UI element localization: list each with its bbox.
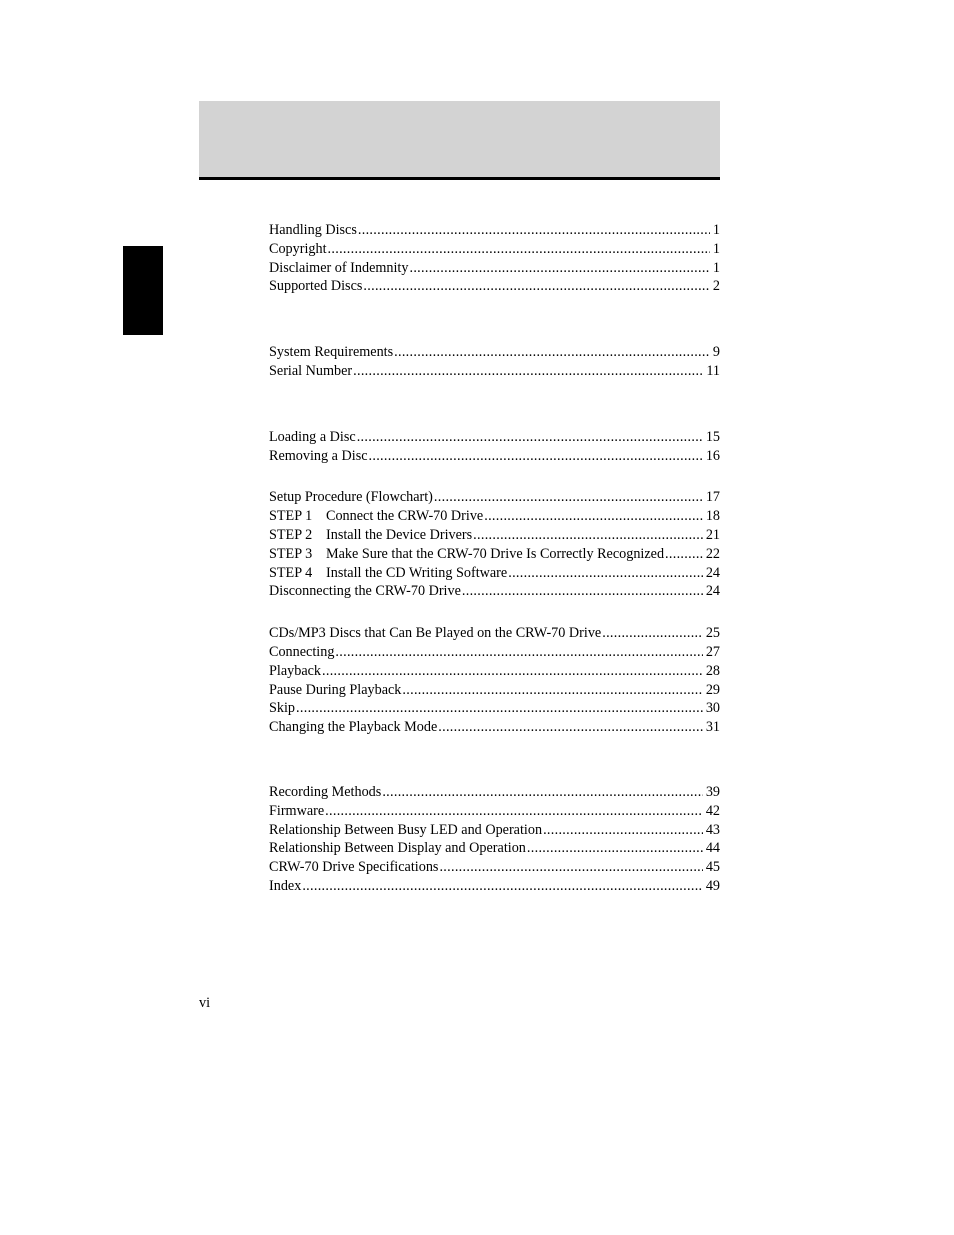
- toc-dot-leader: [394, 343, 710, 362]
- toc-entry-title: Pause During Playback: [269, 681, 402, 698]
- toc-entry-title: System Requirements: [269, 344, 394, 361]
- toc-dot-leader: [439, 858, 702, 877]
- toc-entry[interactable]: [269, 839, 720, 858]
- toc-entry[interactable]: [269, 643, 720, 662]
- toc-entry[interactable]: [269, 699, 720, 718]
- toc-entry[interactable]: [269, 858, 720, 877]
- toc-entry-page: 17: [705, 489, 720, 506]
- toc-entry-title: Handling Discs: [269, 222, 357, 238]
- toc-entry-page: 1: [712, 259, 720, 276]
- toc-dot-leader: [602, 624, 703, 643]
- toc-entry-title: [269, 545, 665, 564]
- toc-entry[interactable]: [269, 783, 720, 802]
- toc-dot-leader: [508, 564, 703, 583]
- toc-entry-page: 42: [705, 802, 720, 819]
- toc-entry[interactable]: [269, 877, 720, 896]
- toc-entry-title: Firmware: [269, 802, 325, 819]
- toc-entry-page: 44: [705, 840, 720, 857]
- toc-entry[interactable]: [269, 507, 720, 526]
- toc-entry-page: 30: [705, 700, 720, 717]
- toc-step-title: Make Sure that the CRW-70 Drive Is Correctly Recognized: [326, 545, 665, 562]
- toc-step-title: Install the CD Writing Software: [326, 564, 508, 581]
- toc-entry[interactable]: [269, 681, 720, 700]
- toc-dot-leader: [527, 839, 703, 858]
- toc-entry[interactable]: [269, 277, 720, 296]
- toc-step-label: STEP 4: [269, 564, 313, 581]
- toc-entry-title: Setup Procedure (Flowchart): [269, 489, 433, 506]
- toc-entry-page: 45: [705, 859, 720, 876]
- toc-entry-page: 9: [712, 344, 720, 361]
- header-rule: [199, 177, 720, 180]
- header-band: [199, 101, 720, 177]
- toc-group: [269, 488, 720, 601]
- toc-entry-title: Connecting: [269, 643, 335, 660]
- toc-entry-page: 49: [705, 877, 720, 894]
- toc-dot-leader: [363, 277, 710, 296]
- toc-group: [269, 343, 720, 381]
- table-of-contents: [269, 221, 720, 896]
- toc-entry-page: 1: [712, 240, 720, 257]
- toc-entry[interactable]: [269, 240, 720, 259]
- toc-entry[interactable]: [269, 802, 720, 821]
- toc-entry-title: Copyright: [269, 240, 327, 257]
- toc-entry-title: Relationship Between Display and Operation: [269, 840, 526, 857]
- toc-entry-title: Index: [269, 877, 302, 894]
- toc-entry-title: [269, 564, 508, 583]
- toc-entry-title: CRW-70 Drive Specifications: [269, 859, 439, 876]
- toc-group: [269, 624, 720, 737]
- chapter-side-tab: [123, 246, 163, 335]
- toc-entry[interactable]: [269, 488, 720, 507]
- toc-entry-title: Relationship Between Busy LED and Operation: [269, 821, 543, 838]
- toc-entry-page: 25: [705, 625, 720, 642]
- toc-dot-leader: [382, 783, 703, 802]
- toc-entry-title: Loading a Disc: [269, 428, 356, 445]
- toc-dot-leader: [358, 221, 710, 240]
- toc-entry-title: Disconnecting the CRW-70 Drive: [269, 583, 461, 600]
- toc-entry[interactable]: [269, 362, 720, 381]
- toc-entry-title: [269, 526, 473, 545]
- toc-entry[interactable]: [269, 545, 720, 564]
- toc-group: [269, 783, 720, 896]
- toc-entry[interactable]: [269, 259, 720, 278]
- toc-entry[interactable]: [269, 428, 720, 447]
- toc-dot-leader: [328, 240, 710, 259]
- toc-dot-leader: [665, 545, 703, 564]
- toc-entry-page: 1: [712, 222, 720, 238]
- toc-entry[interactable]: [269, 582, 720, 601]
- toc-entry-title: [269, 507, 484, 526]
- toc-entry[interactable]: [269, 526, 720, 545]
- toc-entry-page: 18: [705, 508, 720, 525]
- toc-entry[interactable]: [269, 821, 720, 840]
- toc-dot-leader: [335, 643, 702, 662]
- toc-entry[interactable]: [269, 624, 720, 643]
- toc-entry[interactable]: [269, 564, 720, 583]
- toc-entry-page: 2: [712, 278, 720, 295]
- toc-group: [269, 221, 720, 296]
- toc-entry-page: 39: [705, 783, 720, 800]
- toc-dot-leader: [473, 526, 703, 545]
- toc-step-label: STEP 2: [269, 526, 313, 543]
- toc-dot-leader: [322, 662, 703, 681]
- toc-step-label: STEP 3: [269, 545, 313, 562]
- toc-dot-leader: [357, 428, 703, 447]
- toc-entry[interactable]: [269, 662, 720, 681]
- toc-entry-page: 28: [705, 662, 720, 679]
- toc-dot-leader: [438, 718, 703, 737]
- toc-entry-title: Serial Number: [269, 362, 353, 379]
- toc-entry[interactable]: [269, 447, 720, 466]
- toc-group: [269, 428, 720, 466]
- toc-entry-page: 22: [705, 545, 720, 562]
- toc-dot-leader: [402, 681, 702, 700]
- toc-entry-title: CDs/MP3 Discs that Can Be Played on the CRW-70 Drive: [269, 625, 602, 642]
- toc-dot-leader: [302, 877, 703, 896]
- toc-entry[interactable]: [269, 718, 720, 737]
- toc-dot-leader: [409, 259, 709, 278]
- toc-entry-page: 15: [705, 428, 720, 445]
- toc-entry-title: Recording Methods: [269, 783, 382, 800]
- toc-dot-leader: [369, 447, 703, 466]
- toc-dot-leader: [462, 582, 703, 601]
- toc-entry[interactable]: [269, 221, 720, 240]
- toc-entry-page: 24: [705, 583, 720, 600]
- toc-entry-page: 31: [705, 719, 720, 736]
- toc-step-title: Connect the CRW-70 Drive: [326, 508, 484, 525]
- toc-dot-leader: [484, 507, 703, 526]
- page-number: vi: [199, 995, 211, 1011]
- toc-entry-title: Removing a Disc: [269, 447, 368, 464]
- toc-entry-title: Changing the Playback Mode: [269, 719, 438, 736]
- toc-entry-page: 16: [705, 447, 720, 464]
- toc-entry-title: Skip: [269, 700, 296, 717]
- toc-entry-page: 29: [705, 681, 720, 698]
- toc-step-label: STEP 1: [269, 508, 313, 525]
- toc-entry-page: 21: [705, 526, 720, 543]
- toc-dot-leader: [434, 488, 703, 507]
- toc-entry-page: 11: [706, 362, 720, 379]
- toc-entry-page: 24: [705, 564, 720, 581]
- toc-entry-title: Disclaimer of Indemnity: [269, 259, 409, 276]
- toc-entry-title: Supported Discs: [269, 278, 363, 295]
- toc-entry-page: 27: [705, 643, 720, 660]
- toc-dot-leader: [543, 821, 703, 840]
- toc-dot-leader: [353, 362, 703, 381]
- toc-dot-leader: [325, 802, 703, 821]
- toc-entry-page: 43: [705, 821, 720, 838]
- toc-entry[interactable]: [269, 343, 720, 362]
- toc-entry-title: Playback: [269, 662, 322, 679]
- toc-dot-leader: [296, 699, 703, 718]
- toc-step-title: Install the Device Drivers: [326, 526, 473, 543]
